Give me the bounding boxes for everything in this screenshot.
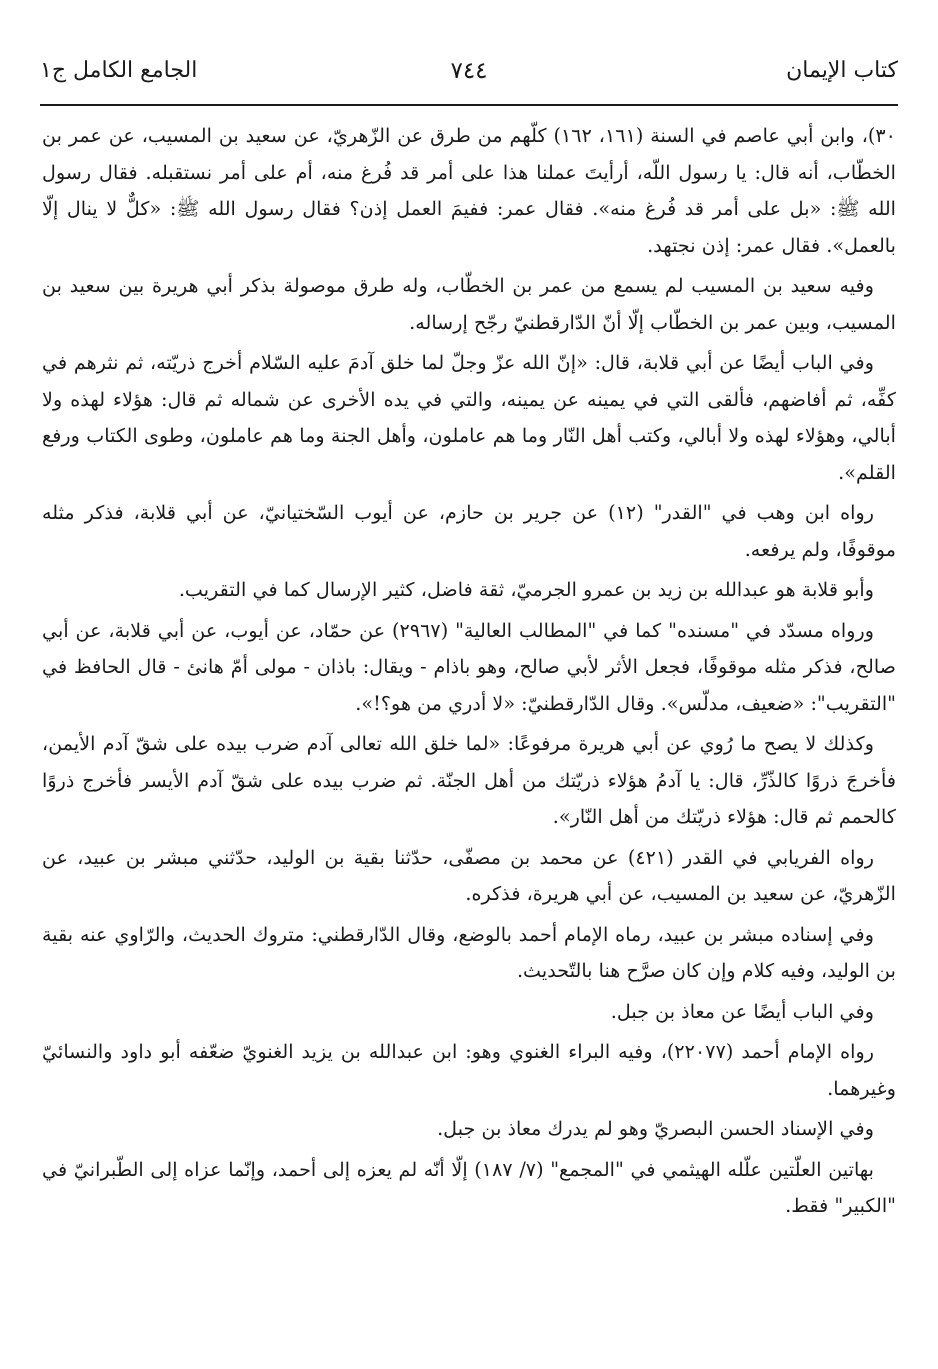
page-number: ٧٤٤: [450, 58, 488, 84]
paragraph: ٣٠)، وابن أبي عاصم في السنة (١٦١، ١٦٢) كلّهم من طرق عن الزّهريّ، عن سعيد بن المسيب، عن عمر بن الخطّاب، أنه قال: يا رسول اللّه، أرأيتَ عملنا هذا على أمر قد فُرغ منه، أم على أمر نستقبله. فقال رسول الله ﷺ: «بل على أمر قد فُرغ منه». فقال عمر: ففيمَ العمل إذن؟ فقال رسول الله ﷺ: «كلٌّ لا ينال إلّا بالعمل». فقال عمر: إذن نجتهد.: [42, 124, 896, 257]
paragraph: بهاتين العلّتين علّله الهيثمي في "المجمع" (٧/ ١٨٧) إلّا أنّه لم يعزه إلى أحمد، وإنّما عزاه إلى الطّبرانيّ في "الكبير" فقط.: [42, 1157, 896, 1217]
paragraph: وفي إسناده مبشر بن عبيد، رماه الإمام أحمد بالوضع، وقال الدّارقطني: متروك الحديث، والرّاوي عنه بقية بن الوليد، وفيه كلام وإن كان صرَّح هنا بالتّحديث.: [42, 922, 896, 982]
paragraph: وفيه سعيد بن المسيب لم يسمع من عمر بن الخطّاب، وله طرق موصولة بذكر أبي هريرة بين سعيد بن المسيب، وبين عمر بن الخطّاب إلّا أنّ الدّارقطنيّ رجّح إرساله.: [42, 274, 896, 334]
header-rule: [40, 104, 898, 106]
paragraph: وكذلك لا يصح ما رُوي عن أبي هريرة مرفوعًا: «لما خلق الله تعالى آدم ضرب بيده على شقّ آدم الأيمن، فأخرجَ ذروًا كالذّرِّ، قال: يا آدمُ هؤلاء ذريّتك من أهل الجنّة. ثم ضرب بيده على شقّ آدم الأيسر فأخرج ذروًا كالحمم ثم قال: هؤلاء ذريّتك من أهل النّار».: [42, 732, 896, 828]
body-text: [42, 118, 896, 1229]
paragraph: وفي الإسناد الحسن البصريّ وهو لم يدرك معاذ بن جبل.: [437, 1117, 874, 1140]
paragraph: رواه الفريابي في القدر (٤٢١) عن محمد بن مصفّى، حدّثنا بقية بن الوليد، حدّثني مبشر بن عبيد، عن الزّهريّ، عن سعيد بن المسيب، عن أبي هريرة، فذكره.: [42, 845, 896, 905]
paragraph: رواه ابن وهب في "القدر" (١٢) عن جرير بن حازم، عن أيوب السّختيانيّ، عن أبي قلابة، فذكر مثله موقوفًا، ولم يرفعه.: [42, 501, 896, 561]
paragraph: وفي الباب أيضًا عن معاذ بن جبل.: [610, 999, 874, 1023]
page-header: [40, 58, 898, 96]
paragraph: رواه الإمام أحمد (٢٢٠٧٧)، وفيه البراء الغنوي وهو: ابن عبدالله بن يزيد الغنويّ ضعّفه أبو داود والنسائيّ وغيرهما.: [42, 1040, 896, 1100]
collection-title: الجامع الكامل ج١: [40, 58, 198, 83]
book-title: كتاب الإيمان: [786, 58, 898, 83]
paragraph: وأبو قلابة هو عبدالله بن زيد بن عمرو الجرميّ، ثقة فاضل، كثير الإرسال كما في التقريب.: [178, 578, 874, 601]
paragraph: ورواه مسدّد في "مسنده" كما في "المطالب العالية" (٢٩٦٧) عن حمّاد، عن أيوب، عن أبي قلابة، عن أبي صالح، فذكر مثله موقوفًا، فجعل الأثر لأبي صالح، وهو باذام - ويقال: باذان - مولى أمّ هانئ - قال الحافظ في "التقريب": «ضعيف، مدلّس». وقال الدّارقطنيّ: «لا أدري من هو؟!».: [42, 618, 896, 715]
paragraph: وفي الباب أيضًا عن أبي قلابة، قال: «إنّ الله عزّ وجلّ لما خلق آدمَ عليه السّلام أخرج ذريّته، ثم نثرهم في كفِّه، ثم أفاضهم، فألقى التي في يمينه عن يمينه، والتي في يده الأخرى عن شماله ثم قال: هؤلاء لهذه ولا أبالي، وهؤلاء لهذه ولا أبالي، وكتب أهل النّار وما هم عاملون، وأهل الجنة وما هم عاملون، وطوى الكتاب ورفع القلم».: [42, 351, 896, 484]
